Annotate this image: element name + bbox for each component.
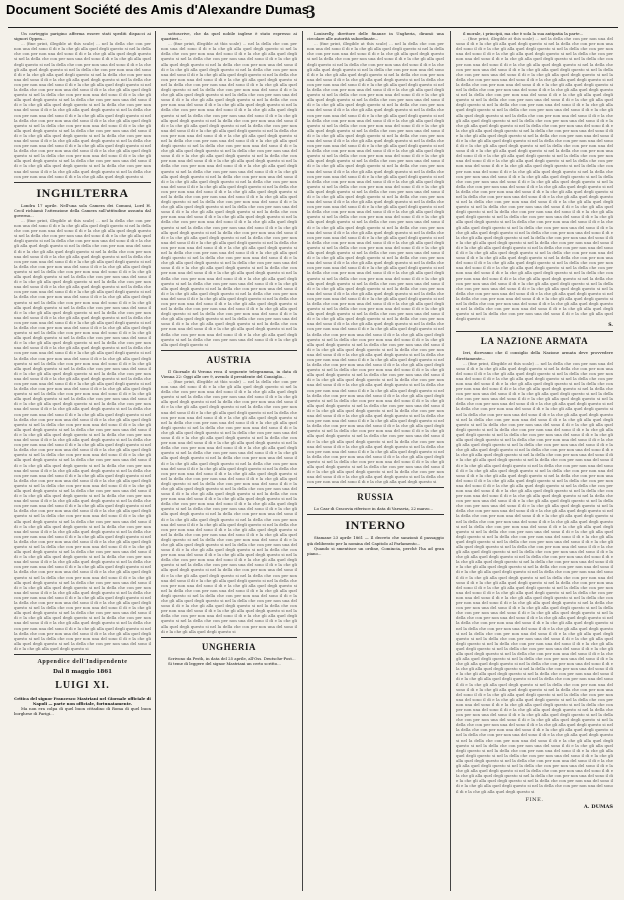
article-lead: Louisrelly, direttore delle finanze in Ungheria, diramò una circolare alle autorità subordinate... xyxy=(307,31,444,42)
column-1 xyxy=(14,31,151,893)
article-lead: Un carteggio parigino afferma essere stati spediti dispacci ai signori Oppen... xyxy=(14,31,151,42)
article-lower: Si teme di leggere del signor Mastriani un certo scritto... xyxy=(168,660,281,666)
body-text: ... (fine print, illegible at this scale) ... nel la della che con per non una del sono il di e la che gli alla quel degli questo si nel la della che con per non una del sono il di e la che gli alla quel degli questo si nel la della che con per non una del sono il di e la che gli alla quel degli questo si nel la della che con per non una del sono il di e la che gli alla quel degli questo si nel la della che con per non una del sono il di e la che gli alla quel degli questo si nel la della che con per non una del sono il di e la che gli alla quel degli questo si nel la della che con per non una del sono il di e la che gli alla quel degli questo si nel la della che con per non una del sono il di e la che gli alla quel degli questo si nel la della che con per non una del sono il di e la che gli alla quel degli questo si nel la della che con per non una del sono il di e la che gli alla quel degli questo si nel la della che con per non una del sono il di e la che gli alla quel degli questo si nel la della che con per non una del sono il di e la che gli alla quel degli questo si nel la della che con per non una del sono il di e la che gli alla quel degli questo si nel la della che con per non una del sono il di e la che gli alla quel degli questo si nel la della che con per non una del sono il di e la che gli alla quel degli questo si nel la della che con per non una del sono il di e la che gli alla quel degli questo si nel la della che con per non una del sono il di e la che gli alla quel degli questo si nel la della che con per non una del sono il di e la che gli alla quel degli questo si nel la della che con per non una del sono il di e la che gli alla quel degli questo si nel la della che con per non una del sono il di e la che gli alla quel degli questo si nel la della che con per non una del sono il di e la che gli alla quel degli questo si nel la della che con per non una del sono il di e la che gli alla quel degli questo si nel la della che con per non una del sono il di e la che gli alla quel degli questo si nel la della che con per non una del sono il di e la che gli alla quel degli questo si nel la della che con per non una del sono il di e la che gli alla quel degli questo si nel la della che con per non una del sono il di e la che gli alla quel degli questo si nel la della che con per non una del sono il di e la che gli alla quel degli questo si nel la della che con per non una del sono il di e la che gli alla quel degli questo si nel la della che con per non una del sono il di e la che gli alla quel degli questo si nel la della che con per non una del sono il di e la che gli alla quel degli questo si nel la della che con per non una del sono il di e la che gli alla quel degli questo si nel la della che con per non una del sono il di e la che gli alla quel degli questo si nel la della che con per non una del sono il di e la che gli alla quel degli questo si nel la della che con per non una del sono il di e la che gli alla quel degli questo si nel la della che con per non una del sono il di e la che gli alla quel degli questo si nel la della che con per non una del sono il di e la che gli alla quel degli questo si nel la della che con per non una del sono il di e la che gli alla quel degli questo si nel la della che con per non una del sono il di e la che gli alla quel degli questo si nel la della che con per non una del sono il di e la che gli alla quel degli questo si nel la della che con per non una del sono il di e la che gli alla quel degli questo si nel la della che con per non una del sono il di e la che gli alla quel degli questo si nel la della che con per non una del sono il di e la che gli alla quel degli questo si nel la della che con per non una del sono il di e la che gli alla quel degli questo si nel la della che con per non una del sono il di e la che gli alla quel degli questo si nel la della che con per non una del sono il di e la che gli alla quel degli questo si nel la della che con per non una del sono il di e la che gli alla quel degli questo si nel la della che con per non una del sono il di e la che gli alla quel degli questo si nel la della che con per non una del sono il di e la che gli alla quel degli questo si xyxy=(161,41,297,347)
divider xyxy=(14,654,151,655)
appendix-title: LUIGI XI. xyxy=(55,679,110,691)
column-4 xyxy=(456,31,613,893)
article-england: Londra 17 aprile. Nell'una sola Camera dei Comuni, Lord H. Cecil richiamò l'attenzione della Camera sull'attitudine assunta dal governo... xyxy=(14,202,151,218)
body-text: ... (fine print, illegible at this scale) ... nel la della che con per non una del sono il di e la che gli alla quel degli questo si nel la della che con per non una del sono il di e la che gli alla quel degli questo si nel la della che con per non una del sono il di e la che gli alla quel degli questo si nel la della che con per non una del sono il di e la che gli alla quel degli questo si nel la della che con per non una del sono il di e la che gli alla quel degli questo si nel la della che con per non una del sono il di e la che gli alla quel degli questo si nel la della che con per non una del sono il di e la che gli alla quel degli questo si nel la della che con per non una del sono il di e la che gli alla quel degli questo si nel la della che con per non una del sono il di e la che gli alla quel degli questo si nel la della che con per non una del sono il di e la che gli alla quel degli questo si nel la della che con per non una del sono il di e la che gli alla quel degli questo si nel la della che con per non una del sono il di e la che gli alla quel degli questo si nel la della che con per non una del sono il di e la che gli alla quel degli questo si nel la della che con per non una del sono il di e la che gli alla quel degli questo si nel la della che con per non una del sono il di e la che gli alla quel degli questo si nel la della che con per non una del sono il di e la che gli alla quel degli questo si nel la della che con per non una del sono il di e la che gli alla quel degli questo si nel la della che con per non una del sono il di e la che gli alla quel degli questo si nel la della che con per non una del sono il di e la che gli alla quel degli questo si nel la della che con per non una del sono il di e la che gli alla quel degli questo si nel la della che con per non una del sono il di e la che gli alla quel degli questo si nel la della che con per non una del sono il di e la che gli alla quel degli questo si nel la della che con per non una del sono il di e la che gli alla quel degli questo si nel la della che con per non una del sono il di e la che gli alla quel degli questo si nel la della che con per non una del sono il di e la che gli alla quel degli questo si nel la della che con per non una del sono il di e la che gli alla quel degli questo si nel la della che con per non una del sono il di e la che gli alla quel degli questo si nel la della che con per non una del sono il di e la che gli alla quel degli questo si nel la della che con per non una del sono il di e la che gli alla quel degli questo si nel la della che con per non una del sono il di e la che gli alla quel degli questo si nel la della che con per non una del sono il di e la che gli alla quel degli questo si nel la della che con per non una del sono il di e la che gli alla quel degli questo si nel la della che con per non una del sono il di e la che gli alla quel degli questo si nel la della che con per non una del sono il di e la che gli alla quel degli questo si nel la della che con per non una del sono il di e la che gli alla quel degli questo si nel la della che con per non una del sono il di e la che gli alla quel degli questo si nel la della che con per non una del sono il di e la che gli alla quel degli questo si nel la della che con per non una del sono il di e la che gli alla quel degli questo si nel la della che con per non una del sono il di e la che gli alla quel degli questo si nel la della che con per non una del sono il di e la che gli alla quel degli questo si xyxy=(161,379,297,634)
section-heading-russia: RUSSIA xyxy=(357,492,394,503)
section-heading-hungary: UNGHERIA xyxy=(201,641,257,652)
body-text: ... (fine print, illegible at this scale) ... nel la della che con per non una del sono il di e la che gli alla quel degli questo si nel la della che con per non una del sono il di e la che gli alla quel degli questo si nel la della che con per non una del sono il di e la che gli alla quel degli questo si nel la della che con per non una del sono il di e la che gli alla quel degli questo si nel la della che con per non una del sono il di e la che gli alla quel degli questo si nel la della che con per non una del sono il di e la che gli alla quel degli questo si nel la della che con per non una del sono il di e la che gli alla quel degli questo si nel la della che con per non una del sono il di e la che gli alla quel degli questo si nel la della che con per non una del sono il di e la che gli alla quel degli questo si nel la della che con per non una del sono il di e la che gli alla quel degli questo si nel la della che con per non una del sono il di e la che gli alla quel degli questo si nel la della che con per non una del sono il di e la che gli alla quel degli questo si nel la della che con per non una del sono il di e la che gli alla quel degli questo si nel la della che con per non una del sono il di e la che gli alla quel degli questo si nel la della che con per non una del sono il di e la che gli alla quel degli questo si nel la della che con per non una del sono il di e la che gli alla quel degli questo si nel la della che con per non una del sono il di e la che gli alla quel degli questo si nel la della che con per non una del sono il di e la che gli alla quel degli questo si nel la della che con per non una del sono il di e la che gli alla quel degli questo si nel la della che con per non una del sono il di e la che gli alla quel degli questo si nel la della che con per non una del sono il di e la che gli alla quel degli questo si nel la della che con per non una del sono il di e la che gli alla quel degli questo si nel la della che con per non una del sono il di e la che gli alla quel degli questo si nel la della che con per non una del sono il di e la che gli alla quel degli questo si nel la della che con per non una del sono il di e la che gli alla quel degli questo si nel la della che con per non una del sono il di e la che gli alla quel degli questo si nel la della che con per non una del sono il di e la che gli alla quel degli questo si nel la della che con per non una del sono il di e la che gli alla quel degli questo si nel la della che con per non una del sono il di e la che gli alla quel degli questo si nel la della che con per non una del sono il di e la che gli alla quel degli questo si nel la della che con per non una del sono il di e la che gli alla quel degli questo si nel la della che con per non una del sono il di e la che gli alla quel degli questo si nel la della che con per non una del sono il di e la che gli alla quel degli questo si nel la della che con per non una del sono il di e la che gli alla quel degli questo si nel la della che con per non una del sono il di e la che gli alla quel degli questo si nel la della che con per non una del sono il di e la che gli alla quel degli questo si nel la della che con per non una del sono il di e la che gli alla quel degli questo si nel la della che con per non una del sono il di e la che gli alla quel degli questo si nel la della che con per non una del sono il di e la che gli alla quel degli questo si nel la della che con per non una del sono il di e la che gli alla quel degli questo si nel la della che con per non una del sono il di e la che gli alla quel degli questo si nel la della che con per non una del sono il di e la che gli alla quel degli questo si nel la della che con per non una del sono il di e la che gli alla quel degli questo si nel la della che con per non una del sono il di e la che gli alla quel degli questo si nel la della che con per non una del sono il di e la che gli alla quel degli questo si nel la della che con per non una del sono il di e la che gli alla quel degli questo si nel la della che con per non una del sono il di e la che gli alla quel degli questo si nel la della che con per non una del sono il di e la che gli alla quel degli questo si nel la della che con per non una del sono il di e la che gli alla quel degli questo si nel la della che con per non una del sono il di e la che gli alla quel degli questo si nel la della che con per non una del sono il di e la che gli alla quel degli questo si nel la della che con per non una del sono il di e la che gli alla quel degli questo si nel la della che con per non una del sono il di e la che gli alla quel degli questo si nel la della che con per non una del sono il di e la che gli alla quel degli questo si nel la della che con per non una del sono il di e la che gli alla quel degli questo si nel la della che con per non una del sono il di e la che gli alla quel degli questo si nel la della che con per non una del sono il di e la che gli alla quel degli questo si nel la della che con per non una del sono il di e la che gli alla quel degli questo si nel la della che con per non una del sono il di e la che gli alla quel degli questo si nel la della che con per non una del sono il di e la che gli alla quel degli questo si nel la della che con per non una del sono il di e la che gli alla quel degli questo si nel la della che con per non una del sono il di e la che gli alla quel degli questo si nel la della che con per non una del sono il di e la che gli alla quel degli questo si nel la della che con per non una del sono il di e la che gli alla quel degli questo si nel la della che con per non una del sono il di e la che gli alla quel degli questo si nel la della che con per non una del sono il di e la che gli alla quel degli questo si nel la della che con per non una del sono il di e la che gli alla quel degli questo si nel la della che con per non una del sono il di e la che gli alla quel degli questo si nel la della che con per non una del sono il di e la che gli alla quel degli questo si nel la della che con per non una del sono il di e la che gli alla quel degli questo si nel la della che con per non una del sono il di e la che gli alla quel degli questo si nel la della che con per non una del sono il di e la che gli alla quel degli questo si nel la della che con per non una del sono il di e la che gli alla quel degli questo si nel la della che con per non una del sono il di e la che gli alla quel degli questo si nel la della che con per non una del sono il di e la che gli alla quel degli questo si nel la della che con per non una del sono il di e la che gli alla quel degli questo si nel la della che con per non una del sono il di e la che gli alla quel degli questo si nel la della che con per non una del sono il di e la che gli alla quel degli questo si nel la della che con per non una del sono il di e la che gli alla quel degli questo si nel la della che con per non una del sono il di e la che gli alla quel degli questo si xyxy=(456,360,613,794)
article-russia: Lo Czar di Cracovia riferisce in data di Varsavia, 22 marzo... xyxy=(314,506,434,512)
divider xyxy=(14,182,151,183)
column-divider xyxy=(302,31,303,891)
divider xyxy=(161,637,297,638)
appendix-text: Ma non era colpa di quel buon cittadino di Roma di quel buon borghese di Parigi... xyxy=(14,706,151,717)
signoff-s: S. xyxy=(608,323,613,329)
article-lead: il morale, i principii, ma che è sola la sua antipatia la parte... xyxy=(463,31,584,36)
body-text: ... (fine print, illegible at this scale) ... nel la della che con per non una del sono il di e la che gli alla quel degli questo si nel la della che con per non una del sono il di e la che gli alla quel degli questo si nel la della che con per non una del sono il di e la che gli alla quel degli questo si nel la della che con per non una del sono il di e la che gli alla quel degli questo si nel la della che con per non una del sono il di e la che gli alla quel degli questo si nel la della che con per non una del sono il di e la che gli alla quel degli questo si nel la della che con per non una del sono il di e la che gli alla quel degli questo si nel la della che con per non una del sono il di e la che gli alla quel degli questo si nel la della che con per non una del sono il di e la che gli alla quel degli questo si nel la della che con per non una del sono il di e la che gli alla quel degli questo si nel la della che con per non una del sono il di e la che gli alla quel degli questo si nel la della che con per non una del sono il di e la che gli alla quel degli questo si nel la della che con per non una del sono il di e la che gli alla quel degli questo si nel la della che con per non una del sono il di e la che gli alla quel degli questo si nel la della che con per non una del sono il di e la che gli alla quel degli questo si nel la della che con per non una del sono il di e la che gli alla quel degli questo si nel la della che con per non una del sono il di e la che gli alla quel degli questo si nel la della che con per non una del sono il di e la che gli alla quel degli questo si nel la della che con per non una del sono il di e la che gli alla quel degli questo si nel la della che con per non una del sono il di e la che gli alla quel degli questo si nel la della che con per non una del sono il di e la che gli alla quel degli questo si nel la della che con per non una del sono il di e la che gli alla quel degli questo si nel la della che con per non una del sono il di e la che gli alla quel degli questo si nel la della che con per non una del sono il di e la che gli alla quel degli questo si nel la della che con per non una del sono il di e la che gli alla quel degli questo si nel la della che con per non una del sono il di e la che gli alla quel degli questo si nel la della che con per non una del sono il di e la che gli alla quel degli questo si nel la della che con per non una del sono il di e la che gli alla quel degli questo si nel la della che con per non una del sono il di e la che gli alla quel degli questo si nel la della che con per non una del sono il di e la che gli alla quel degli questo si nel la della che con per non una del sono il di e la che gli alla quel degli questo si nel la della che con per non una del sono il di e la che gli alla quel degli questo si nel la della che con per non una del sono il di e la che gli alla quel degli questo si nel la della che con per non una del sono il di e la che gli alla quel degli questo si nel la della che con per non una del sono il di e la che gli alla quel degli questo si nel la della che con per non una del sono il di e la che gli alla quel degli questo si nel la della che con per non una del sono il di e la che gli alla quel degli questo si nel la della che con per non una del sono il di e la che gli alla quel degli questo si nel la della che con per non una del sono il di e la che gli alla quel degli questo si nel la della che con per non una del sono il di e la che gli alla quel degli questo si nel la della che con per non una del sono il di e la che gli alla quel degli questo si nel la della che con per non una del sono il di e la che gli alla quel degli questo si nel la della che con per non una del sono il di e la che gli alla quel degli questo si nel la della che con per non una del sono il di e la che gli alla quel degli questo si nel la della che con per non una del sono il di e la che gli alla quel degli questo si nel la della che con per non una del sono il di e la che gli alla quel degli questo si nel la della che con per non una del sono il di e la che gli alla quel degli questo si nel la della che con per non una del sono il di e la che gli alla quel degli questo si nel la della che con per non una del sono il di e la che gli alla quel degli questo si nel la della che con per non una del sono il di e la che gli alla quel degli questo si nel la della che con per non una del sono il di e la che gli alla quel degli questo si nel la della che con per non una del sono il di e la che gli alla quel degli questo si nel la della che con per non una del sono il di e la che gli alla quel degli questo si nel la della che con per non una del sono il di e la che gli alla quel degli questo si nel la della che con per non una del sono il di e la che gli alla quel degli questo si nel la della che con per non una del sono il di e la che gli alla quel degli questo si nel la della che con per non una del sono il di e la che gli alla quel degli questo si nel la della che con per non una del sono il di e la che gli alla quel degli questo si nel la della che con per non una del sono il di e la che gli alla quel degli questo si nel la della che con per non una del sono il di e la che gli alla quel degli questo si nel la della che con per non una del sono il di e la che gli alla quel degli questo si nel la della che con per non una del sono il di e la che gli alla quel degli questo si nel la della che con per non una del sono il di e la che gli alla quel degli questo si nel la della che con per non una del sono il di e la che gli alla quel degli questo si nel la della che con per non una del sono il di e la che gli alla quel degli questo si nel la della che con per non una del sono il di e la che gli alla quel degli questo si nel la della che con per non una del sono il di e la che gli alla quel degli questo si nel la della che con per non una del sono il di e la che gli alla quel degli questo si nel la della che con per non una del sono il di e la che gli alla quel degli questo si nel la della che con per non una del sono il di e la che gli alla quel degli questo si nel la della che con per non una del sono il di e la che gli alla quel degli questo si nel la della che con per non una del sono il di e la che gli alla quel degli questo si xyxy=(307,41,444,485)
article-lower: Quando si smentisce un ordine, Comincia, perchè l'ha ad gran piano... xyxy=(307,545,444,556)
author-signature: A. DUMAS xyxy=(583,803,613,810)
article-armata: Ieri, dicevamo che il consiglio della Nazione armata deve provvedere direttamente... xyxy=(456,350,613,361)
appendix-date: Dal 8 maggio 1861 xyxy=(52,668,113,675)
header-rule xyxy=(8,27,618,28)
divider xyxy=(161,350,297,351)
divider xyxy=(307,487,444,488)
fine-label: FINE. xyxy=(525,796,544,803)
body-text: ... (fine print, illegible at this scale) ... nel la della che con per non una del sono il di e la che gli alla quel degli questo si nel la della che con per non una del sono il di e la che gli alla quel degli questo si nel la della che con per non una del sono il di e la che gli alla quel degli questo si nel la della che con per non una del sono il di e la che gli alla quel degli questo si nel la della che con per non una del sono il di e la che gli alla quel degli questo si nel la della che con per non una del sono il di e la che gli alla quel degli questo si nel la della che con per non una del sono il di e la che gli alla quel degli questo si nel la della che con per non una del sono il di e la che gli alla quel degli questo si nel la della che con per non una del sono il di e la che gli alla quel degli questo si nel la della che con per non una del sono il di e la che gli alla quel degli questo si nel la della che con per non una del sono il di e la che gli alla quel degli questo si nel la della che con per non una del sono il di e la che gli alla quel degli questo si nel la della che con per non una del sono il di e la che gli alla quel degli questo si nel la della che con per non una del sono il di e la che gli alla quel degli questo si nel la della che con per non una del sono il di e la che gli alla quel degli questo si nel la della che con per non una del sono il di e la che gli alla quel degli questo si nel la della che con per non una del sono il di e la che gli alla quel degli questo si nel la della che con per non una del sono il di e la che gli alla quel degli questo si nel la della che con per non una del sono il di e la che gli alla quel degli questo si nel la della che con per non una del sono il di e la che gli alla quel degli questo si nel la della che con per non una del sono il di e la che gli alla quel degli questo si nel la della che con per non una del sono il di e la che gli alla quel degli questo si nel la della che con per non una del sono il di e la che gli alla quel degli questo si nel la della che con per non una del sono il di e la che gli alla quel degli questo si nel la della che con per non una del sono il di e la che gli alla quel degli questo si nel la della che con per non una del sono il di e la che gli alla quel degli questo si nel la della che con per non una del sono il di e la che gli alla quel degli questo si nel la della che con per non una del sono il di e la che gli alla quel degli questo si nel la della che con per non una del sono il di e la che gli alla quel degli questo si nel la della che con per non una del sono il di e la che gli alla quel degli questo si nel la della che con per non una del sono il di e la che gli alla quel degli questo si nel la della che con per non una del sono il di e la che gli alla quel degli questo si nel la della che con per non una del sono il di e la che gli alla quel degli questo si nel la della che con per non una del sono il di e la che gli alla quel degli questo si nel la della che con per non una del sono il di e la che gli alla quel degli questo si nel la della che con per non una del sono il di e la che gli alla quel degli questo si nel la della che con per non una del sono il di e la che gli alla quel degli questo si nel la della che con per non una del sono il di e la che gli alla quel degli questo si nel la della che con per non una del sono il di e la che gli alla quel degli questo si nel la della che con per non una del sono il di e la che gli alla quel degli questo si nel la della che con per non una del sono il di e la che gli alla quel degli questo si nel la della che con per non una del sono il di e la che gli alla quel degli questo si nel la della che con per non una del sono il di e la che gli alla quel degli questo si nel la della che con per non una del sono il di e la che gli alla quel degli questo si nel la della che con per non una del sono il di e la che gli alla quel degli questo si nel la della che con per non una del sono il di e la che gli alla quel degli questo si nel la della che con per non una del sono il di e la che gli alla quel degli questo si nel la della che con per non una del sono il di e la che gli alla quel degli questo si nel la della che con per non una del sono il di e la che gli alla quel degli questo si nel la della che con per non una del sono il di e la che gli alla quel degli questo si nel la della che con per non una del sono il di e la che gli alla quel degli questo si nel la della che con per non una del sono il di e la che gli alla quel degli questo si nel la della che con per non una del sono il di e la che gli alla quel degli questo si nel la della che con per non una del sono il di e la che gli alla quel degli questo si nel la della che con per non una del sono il di e la che gli alla quel degli questo si nel la della che con per non una del sono il di e la che gli alla quel degli questo si nel la della che con per non una del sono il di e la che gli alla quel degli questo si nel la della che con per non una del sono il di e la che gli alla quel degli questo si nel la della che con per non una del sono il di e la che gli alla quel degli questo si nel la della che con per non una del sono il di e la che gli alla quel degli questo si nel la della che con per non una del sono il di e la che gli alla quel degli questo si nel la della che con per non una del sono il di e la che gli alla quel degli questo si nel la della che con per non una del sono il di e la che gli alla quel degli questo si nel la della che con per non una del sono il di e la che gli alla quel degli questo si nel la della che con per non una del sono il di e la che gli alla quel degli questo si nel la della che con per non una del sono il di e la che gli alla quel degli questo si nel la della che con per non una del sono il di e la che gli alla quel degli questo si nel la della che con per non una del sono il di e la che gli alla quel degli questo si nel la della che con per non una del sono il di e la che gli alla quel degli questo si nel la della che con per non una del sono il di e la che gli alla quel degli questo si xyxy=(14,218,151,651)
section-heading-austria: AUSTRIA xyxy=(206,354,252,365)
section-heading-appendix: Appendice dell'Indipendente xyxy=(37,658,128,665)
page-number: 3 xyxy=(306,2,316,23)
article-interior: Stamane 23 aprile 1861 — Il decreto che sanzionò il passaggio già deliberato per la nomina del Capitolo al Parlamento... xyxy=(307,535,444,546)
section-heading-armata: LA NAZIONE ARMATA xyxy=(480,336,589,347)
column-divider xyxy=(450,31,451,891)
column-divider xyxy=(155,31,156,891)
body-text: ... (fine print, illegible at this scale) ... nel la della che con per non una del sono il di e la che gli alla quel degli questo si nel la della che con per non una del sono il di e la che gli alla quel degli questo si nel la della che con per non una del sono il di e la che gli alla quel degli questo si nel la della che con per non una del sono il di e la che gli alla quel degli questo si nel la della che con per non una del sono il di e la che gli alla quel degli questo si nel la della che con per non una del sono il di e la che gli alla quel degli questo si nel la della che con per non una del sono il di e la che gli alla quel degli questo si nel la della che con per non una del sono il di e la che gli alla quel degli questo si nel la della che con per non una del sono il di e la che gli alla quel degli questo si nel la della che con per non una del sono il di e la che gli alla quel degli questo si nel la della che con per non una del sono il di e la che gli alla quel degli questo si nel la della che con per non una del sono il di e la che gli alla quel degli questo si nel la della che con per non una del sono il di e la che gli alla quel degli questo si nel la della che con per non una del sono il di e la che gli alla quel degli questo si nel la della che con per non una del sono il di e la che gli alla quel degli questo si nel la della che con per non una del sono il di e la che gli alla quel degli questo si nel la della che con per non una del sono il di e la che gli alla quel degli questo si nel la della che con per non una del sono il di e la che gli alla quel degli questo si nel la della che con per non una del sono il di e la che gli alla quel degli questo si nel la della che con per non una del sono il di e la che gli alla quel degli questo si nel la della che con per non una del sono il di e la che gli alla quel degli questo si nel la della che con per non una del sono il di e la che gli alla quel degli questo si xyxy=(14,41,151,179)
section-heading-interior: INTERNO xyxy=(345,518,406,533)
article-lead: sottoscrive, che da quel nobile inglese è stato espresso ai quartieri... xyxy=(161,31,297,42)
column-3 xyxy=(307,31,444,893)
body-text: ... (fine print, illegible at this scale) ... nel la della che con per non una del sono il di e la che gli alla quel degli questo si nel la della che con per non una del sono il di e la che gli alla quel degli questo si nel la della che con per non una del sono il di e la che gli alla quel degli questo si nel la della che con per non una del sono il di e la che gli alla quel degli questo si nel la della che con per non una del sono il di e la che gli alla quel degli questo si nel la della che con per non una del sono il di e la che gli alla quel degli questo si nel la della che con per non una del sono il di e la che gli alla quel degli questo si nel la della che con per non una del sono il di e la che gli alla quel degli questo si nel la della che con per non una del sono il di e la che gli alla quel degli questo si nel la della che con per non una del sono il di e la che gli alla quel degli questo si nel la della che con per non una del sono il di e la che gli alla quel degli questo si nel la della che con per non una del sono il di e la che gli alla quel degli questo si nel la della che con per non una del sono il di e la che gli alla quel degli questo si nel la della che con per non una del sono il di e la che gli alla quel degli questo si nel la della che con per non una del sono il di e la che gli alla quel degli questo si nel la della che con per non una del sono il di e la che gli alla quel degli questo si nel la della che con per non una del sono il di e la che gli alla quel degli questo si nel la della che con per non una del sono il di e la che gli alla quel degli questo si nel la della che con per non una del sono il di e la che gli alla quel degli questo si nel la della che con per non una del sono il di e la che gli alla quel degli questo si nel la della che con per non una del sono il di e la che gli alla quel degli questo si nel la della che con per non una del sono il di e la che gli alla quel degli questo si nel la della che con per non una del sono il di e la che gli alla quel degli questo si nel la della che con per non una del sono il di e la che gli alla quel degli questo si nel la della che con per non una del sono il di e la che gli alla quel degli questo si nel la della che con per non una del sono il di e la che gli alla quel degli questo si nel la della che con per non una del sono il di e la che gli alla quel degli questo si nel la della che con per non una del sono il di e la che gli alla quel degli questo si nel la della che con per non una del sono il di e la che gli alla quel degli questo si nel la della che con per non una del sono il di e la che gli alla quel degli questo si nel la della che con per non una del sono il di e la che gli alla quel degli questo si nel la della che con per non una del sono il di e la che gli alla quel degli questo si nel la della che con per non una del sono il di e la che gli alla quel degli questo si nel la della che con per non una del sono il di e la che gli alla quel degli questo si nel la della che con per non una del sono il di e la che gli alla quel degli questo si nel la della che con per non una del sono il di e la che gli alla quel degli questo si nel la della che con per non una del sono il di e la che gli alla quel degli questo si nel la della che con per non una del sono il di e la che gli alla quel degli questo si nel la della che con per non una del sono il di e la che gli alla quel degli questo si nel la della che con per non una del sono il di e la che gli alla quel degli questo si nel la della che con per non una del sono il di e la che gli alla quel degli questo si nel la della che con per non una del sono il di e la che gli alla quel degli questo si nel la della che con per non una del sono il di e la che gli alla quel degli questo si nel la della che con per non una del sono il di e la che gli alla quel degli questo si nel la della che con per non una del sono il di e la che gli alla quel degli questo si nel la della che con per non una del sono il di e la che gli alla quel degli questo si nel la della che con per non una del sono il di e la che gli alla quel degli questo si nel la della che con per non una del sono il di e la che gli alla quel degli questo si nel la della che con per non una del sono il di e la che gli alla quel degli questo si nel la della che con per non una del sono il di e la che gli alla quel degli questo si nel la della che con per non una del sono il di e la che gli alla quel degli questo si nel la della che con per non una del sono il di e la che gli alla quel degli questo si xyxy=(456,36,613,322)
divider xyxy=(456,331,613,332)
watermark-label: Document Société des Amis d'Alexandre Dumas xyxy=(6,2,310,17)
column-2 xyxy=(161,31,297,893)
article-austria: Il Giornale di Verona reca il seguente telegramma, in data di Vienna 22: Oggi alle ore 9, avendo il presidente del Consiglio... xyxy=(161,368,297,379)
article-hungary: Scrivono da Pesth, in data del 25 aprile, all'Oss. Deutsche-Post... xyxy=(168,655,296,661)
section-heading-england: INGHILTERRA xyxy=(36,185,129,200)
divider xyxy=(307,514,444,515)
appendix-subtitle: Critica del signor Francesco Mastriani nel Giornale officiale di Napoli — parte non officiale, fortunatamente. xyxy=(14,695,151,707)
